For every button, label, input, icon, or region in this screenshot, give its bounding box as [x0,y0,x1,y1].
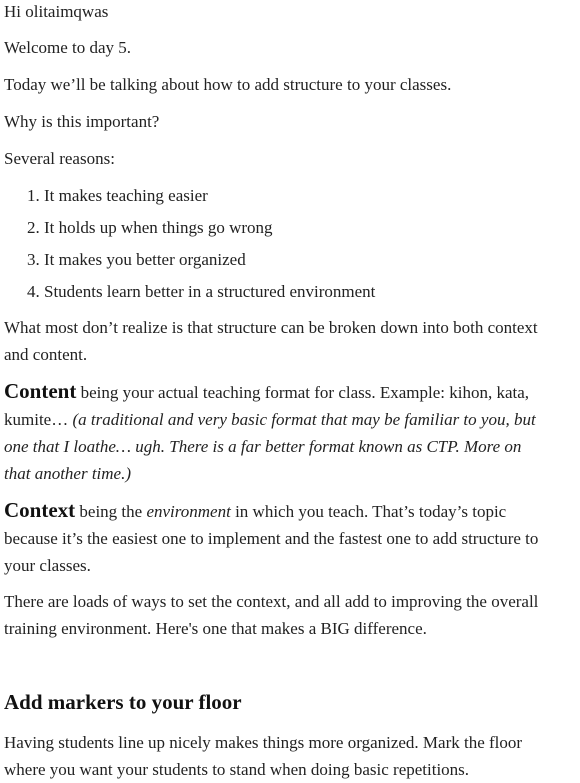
content-line-3-italic: one that I loathe… ugh. There is a far better format known as CTP. More on [4,437,522,456]
loads-line-2: training environment. Here's one that makes a BIG difference. [4,619,427,638]
content-line-2-italic: (a traditional and very basic format that may be familiar to you, but [72,410,536,429]
section-heading: Add markers to your floor [4,690,242,714]
context-line-2: because it’s the easiest one to implement and the fastest one to add structure to [4,529,539,548]
reasons-intro-text: Several reasons: [4,149,115,168]
content-paragraph [4,378,578,487]
students-line-1: Having students line up nicely makes things more organized. Mark the floor [4,733,523,752]
content-term: Content [4,379,77,403]
content-line-4-italic: that another time.) [4,464,132,483]
content-line-1: being your actual teaching format for class. Example: kihon, kata, [76,383,530,402]
welcome-text: Welcome to day 5. [4,38,132,57]
greeting-text: Hi olitaimqwas [4,2,109,21]
loads-paragraph [4,588,578,642]
list-item: 1. It makes teaching easier [44,180,375,212]
context-line-1-a: being the [75,502,147,521]
content-line-2-plain: kumite… [4,410,73,429]
students-paragraph [4,729,578,783]
topic-text: Today we’ll be talking about how to add structure to your classes. [4,75,452,94]
list-item: 4. Students learn better in a structured environment [44,276,375,308]
realize-paragraph [4,314,578,368]
students-line-2: where you want your students to stand when doing basic repetitions. [4,760,470,779]
context-term: Context [4,498,76,522]
realize-line-1: What most don’t realize is that structure can be broken down into both context [4,318,538,337]
context-paragraph [4,497,578,579]
context-line-3: your classes. [4,556,91,575]
loads-line-1: There are loads of ways to set the context, and all add to improving the overall [4,592,539,611]
reasons-list [4,180,375,308]
why-text: Why is this important? [4,112,160,131]
context-line-1-b: in which you teach. That’s today’s topic [230,502,507,521]
realize-line-2: and content. [4,345,88,364]
list-item: 2. It holds up when things go wrong [44,212,375,244]
list-item: 3. It makes you better organized [44,244,375,276]
context-line-1-italic: environment [146,502,231,521]
